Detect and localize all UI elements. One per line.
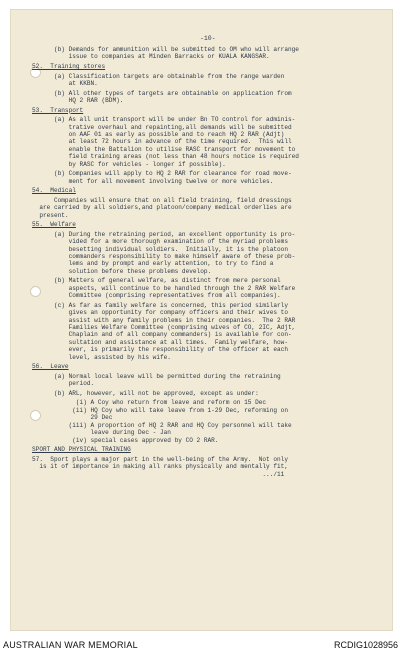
text-line: (a) Classification targets are obtainable from the range warden — [32, 72, 285, 80]
text-line: by RASC for vehicles - longer if possible). — [32, 160, 226, 168]
text-line: are carried by all soldiers,and platoon/company medical orderlies are — [32, 204, 292, 212]
text-line: (b) Companies will apply to HQ 2 RAR for clearance for road move- — [32, 170, 292, 178]
text-line: field training areas (not less than 48 hours notice is required — [32, 153, 299, 161]
text-line: vided for a more thorough examination of the myriad problems — [32, 238, 288, 246]
text-line: (c) As far as family welfare is concerned, this period similarly — [32, 301, 288, 309]
text-line: (a) As all unit transport will be under Bn TO control for adminis- — [32, 116, 296, 124]
text-line: commanders responsibility to make himself aware of these prob- — [32, 253, 296, 261]
text-line: trative overhaul and repainting,all demands will be submitted — [32, 123, 292, 131]
text-line: 29 Dec — [32, 414, 113, 422]
text-line: level, assisted by his wife. — [32, 353, 171, 361]
text-line: (a) During the retraining period, an excellent opportunity is pro- — [32, 230, 296, 238]
text-line: issue to companies at Minden Barracks or KUALA KANGSAR. — [32, 53, 270, 61]
text-line: (b) ARL, however, will not be approved, except as under: — [32, 389, 259, 397]
text-line: SPORT AND PHYSICAL TRAINING — [32, 446, 131, 454]
footer-credit: AUSTRALIAN WAR MEMORIAL — [3, 640, 138, 650]
text-line: (b) Matters of general welfare, as distinct from mere personal — [32, 277, 281, 285]
text-line: at KKBN. — [32, 80, 98, 87]
text-line: 56. Leave — [32, 363, 69, 371]
text-line: (a) Normal local leave will be permitted during the retraining — [32, 372, 281, 380]
text-line: solution before these problems develop. — [32, 267, 212, 275]
text-line: period. — [32, 380, 95, 388]
footer-id: RCDIG1028956 — [333, 640, 398, 650]
text-line: aspects, will continue to be handled through the 2 RAR Welfare — [32, 284, 296, 292]
text-line: leave during Dec - Jan — [32, 429, 171, 437]
text-line: present. — [32, 211, 69, 219]
text-line: besetting individual soldiers. Initially, it is the platoon — [32, 245, 288, 253]
text-line: .../11 — [32, 470, 285, 478]
text-line: (iv) special cases approved by CO 2 RAR. — [32, 436, 219, 444]
text-line: Families Welfare Committee (comprising wives of CO, 2IC, Adjt, — [32, 324, 296, 332]
text-line: (b) Demands for ammunition will be submitted to OM who will arrange — [32, 46, 299, 53]
text-line: HQ 2 RAR (BDM). — [32, 97, 124, 104]
text-line: ment for all movement involving twelve or more vehicles. — [32, 177, 274, 185]
text-line: is it of importance in making all ranks physically and mentally fit, — [32, 463, 288, 471]
page-number: -10- — [200, 35, 216, 42]
text-line: 54. Medical — [32, 187, 76, 195]
text-line: (ii) HQ Coy who will take leave from 1-29 Dec, reforming on — [32, 406, 288, 414]
text-line: gives an opportunity for company officers and their wives to — [32, 309, 288, 317]
text-line: assist with any family problems in their companies. The 2 RAR — [32, 316, 296, 324]
text-line: at least 72 hours in advance of the time required. This will — [32, 138, 292, 146]
text-line: on AAF 01 as early as possible and to reach HQ 2 RAR (Adjt) — [32, 131, 285, 138]
text-line: (i) A Coy who return from leave and reform on 15 Dec — [32, 399, 267, 407]
text-line: 57. Sport plays a major part in the well-being of the Army. Not only — [32, 455, 288, 463]
text-line: 52. Training stores — [32, 63, 106, 70]
text-line: (b) All other types of targets are obtainable on application from — [32, 89, 292, 97]
text-line: Companies will ensure that on all field training, field dressings — [32, 196, 292, 204]
footer-bar — [0, 636, 402, 654]
text-line: lems and by prompt and early attention, to try to find a — [32, 260, 274, 268]
text-line: (iii) A proportion of HQ 2 RAR and HQ Coy personnel will take — [32, 421, 292, 429]
text-line: 53. Transport — [32, 106, 84, 114]
text-line: enable the Battalion to utilise RASC transport for movement to — [32, 145, 296, 153]
text-line: 55. Welfare — [32, 221, 76, 229]
text-line: Committee (comprising representatives from all companies). — [32, 292, 281, 300]
text-line: ever, is primarily the responsibility of the officer at each — [32, 346, 288, 354]
document-body — [32, 46, 367, 478]
text-line: Chaplain and of all company commanders) is available for con- — [32, 331, 292, 339]
text-line: sultation and assistance at all times. Family welfare, how- — [32, 338, 288, 346]
